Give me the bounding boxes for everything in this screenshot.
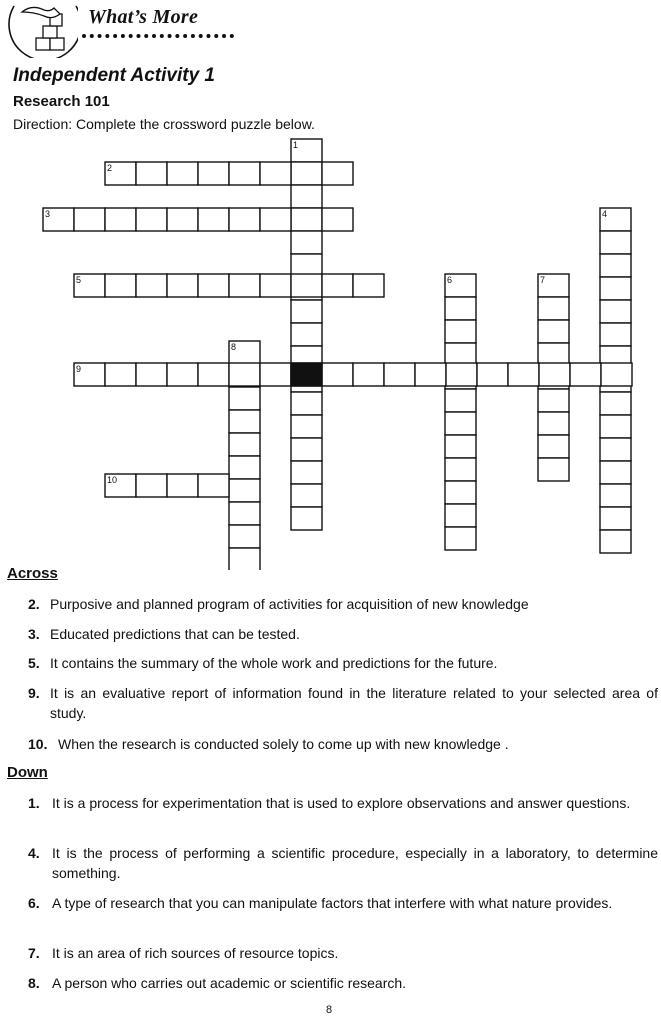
crossword-cell[interactable] [229,548,260,570]
clue-number-label: 7 [540,275,546,285]
activity-subtitle: Research 101 [13,93,110,110]
clue-number-label: 10 [107,475,118,485]
crossword-cell[interactable] [600,231,631,254]
crossword-cell[interactable] [600,415,631,438]
crossword-cell[interactable] [291,507,322,530]
across-clue-9 [28,683,658,723]
blocked-cell [291,363,322,386]
across-clue-10 [28,734,658,754]
clue-number-label: 4 [602,209,608,219]
clue-number: 1. [28,795,40,811]
crossword-cell[interactable] [291,415,322,438]
crossword-cell[interactable] [105,208,136,231]
clue-text: It is an area of rich sources of resource topics. [52,945,339,961]
crossword-cell[interactable] [538,320,569,343]
crossword-cell[interactable] [445,481,476,504]
crossword-cell[interactable] [445,389,476,412]
clue-number: 9. [28,685,40,701]
crossword-cell[interactable] [229,208,260,231]
crossword-cell[interactable] [229,274,260,297]
across-heading: Across [7,565,58,582]
crossword-cell[interactable] [229,410,260,433]
crossword-cell[interactable] [291,231,322,254]
crossword-cell[interactable] [384,363,415,386]
clue-text: A type of research that you can manipulate factors that interfere with what nature provides. [52,895,613,911]
crossword-cell[interactable] [198,274,229,297]
crossword-cell[interactable] [600,323,631,346]
crossword-cell[interactable] [600,484,631,507]
crossword-cell[interactable] [570,363,601,386]
crossword-cell[interactable] [136,274,167,297]
crossword-cell[interactable] [229,363,260,386]
down-clue-7 [28,943,658,963]
crossword-cell[interactable] [508,363,539,386]
crossword-cell[interactable] [105,363,136,386]
crossword-cell[interactable] [291,323,322,346]
crossword-cell[interactable] [445,458,476,481]
crossword-cell[interactable] [229,525,260,548]
clue-text: A person who carries out academic or scientific research. [52,975,407,991]
crossword-cell[interactable] [229,502,260,525]
crossword-cell[interactable] [136,162,167,185]
clue-number: 2. [28,596,40,612]
clue-text: Educated predictions that can be tested. [50,626,300,642]
clue-number: 5. [28,655,40,671]
clue-text: It is a process for experimentation that is used to explore observations and answer questions. [52,795,631,811]
crossword-cell[interactable] [167,208,198,231]
crossword-cell[interactable] [538,458,569,481]
crossword-cell[interactable] [291,208,322,231]
crossword-cell[interactable] [322,274,353,297]
crossword-cell[interactable] [415,363,446,386]
crossword-cell[interactable] [446,363,477,386]
crossword-cell[interactable] [322,162,353,185]
crossword-cell[interactable] [600,530,631,553]
crossword-cell[interactable] [291,185,322,208]
clue-number: 7. [28,945,40,961]
crossword-cell[interactable] [260,363,291,386]
crossword-cell[interactable] [229,162,260,185]
activity-title: Independent Activity 1 [13,65,215,86]
clue-text: It is the process of performing a scientific procedure, especially in a laboratory, to determine something. [52,845,658,881]
clue-number: 8. [28,975,40,991]
crossword-cell[interactable] [322,208,353,231]
across-clue-5 [28,653,658,673]
crossword-cell[interactable] [198,363,229,386]
crossword-cell[interactable] [353,274,384,297]
clue-number-label: 8 [231,342,237,352]
crossword-cell[interactable] [291,484,322,507]
clue-number: 10. [28,736,48,752]
crossword-cell[interactable] [600,507,631,530]
crossword-cell[interactable] [600,254,631,277]
clue-text: It is an evaluative report of information found in the literature related to your selected area of study. [50,685,658,721]
crossword-cell[interactable] [167,274,198,297]
clue-number-label: 1 [293,140,299,150]
crossword-cell[interactable] [538,412,569,435]
crossword-cell[interactable] [600,438,631,461]
clue-text: It contains the summary of the whole work and predictions for the future. [50,655,498,671]
clue-text: When the research is conducted solely to come up with new knowledge . [58,736,509,752]
crossword-cell[interactable] [167,363,198,386]
down-clue-8 [28,973,658,993]
clue-number-label: 2 [107,163,113,173]
clue-number-label: 3 [45,209,51,219]
crossword-cell[interactable] [260,274,291,297]
crossword-cell[interactable] [198,162,229,185]
crossword-cell[interactable] [322,363,353,386]
page-number: 8 [326,1004,333,1016]
crossword-cell[interactable] [445,527,476,550]
crossword-cell[interactable] [105,274,136,297]
crossword-cell[interactable] [291,392,322,415]
across-clue-2 [28,594,658,614]
down-clue-6 [28,893,658,913]
crossword-cell[interactable] [136,474,167,497]
crossword-cell[interactable] [167,474,198,497]
crossword-cell[interactable] [229,479,260,502]
crossword-cell[interactable] [538,297,569,320]
crossword-cell[interactable] [600,461,631,484]
crossword-cell[interactable] [260,208,291,231]
crossword-cell[interactable] [445,412,476,435]
section-title: What’s More [88,6,199,28]
clue-number-label: 5 [76,275,82,285]
crossword-cell[interactable] [445,297,476,320]
crossword-cell[interactable] [600,392,631,415]
clue-text: Purposive and planned program of activities for acquisition of new knowledge [50,596,529,612]
crossword-cell[interactable] [229,433,260,456]
crossword-cell[interactable] [229,456,260,479]
crossword-cell[interactable] [600,300,631,323]
crossword-cell[interactable] [136,363,167,386]
crossword-cell[interactable] [291,300,322,323]
crossword-cell[interactable] [198,474,229,497]
direction-text: Direction: Complete the crossword puzzle below. [13,116,315,132]
crossword-cell[interactable] [445,320,476,343]
crossword-cell[interactable] [198,208,229,231]
crossword-cell[interactable] [229,387,260,410]
crossword-cell[interactable] [445,435,476,458]
clue-number-label: 9 [76,364,82,374]
crossword-cell[interactable] [291,162,322,185]
crossword-cell[interactable] [260,162,291,185]
clue-number-label: 6 [447,275,453,285]
down-clue-1 [28,793,658,813]
crossword-cell[interactable] [538,389,569,412]
across-clue-3 [28,624,658,644]
crossword-cell[interactable] [445,504,476,527]
down-clue-4 [28,843,658,883]
crossword-cell[interactable] [291,274,322,297]
clue-number: 4. [28,845,40,861]
clue-number: 3. [28,626,40,642]
crossword-cell[interactable] [74,208,105,231]
crossword-cell[interactable] [539,363,570,386]
crossword-cell[interactable] [600,277,631,300]
crossword-cell[interactable] [538,435,569,458]
down-heading: Down [7,764,48,781]
crossword-cell[interactable] [601,363,632,386]
crossword-cell[interactable] [291,461,322,484]
clue-number: 6. [28,895,40,911]
crossword-cell[interactable] [136,208,167,231]
crossword-cell[interactable] [477,363,508,386]
crossword-cell[interactable] [353,363,384,386]
crossword-cell[interactable] [291,438,322,461]
crossword-cell[interactable] [167,162,198,185]
